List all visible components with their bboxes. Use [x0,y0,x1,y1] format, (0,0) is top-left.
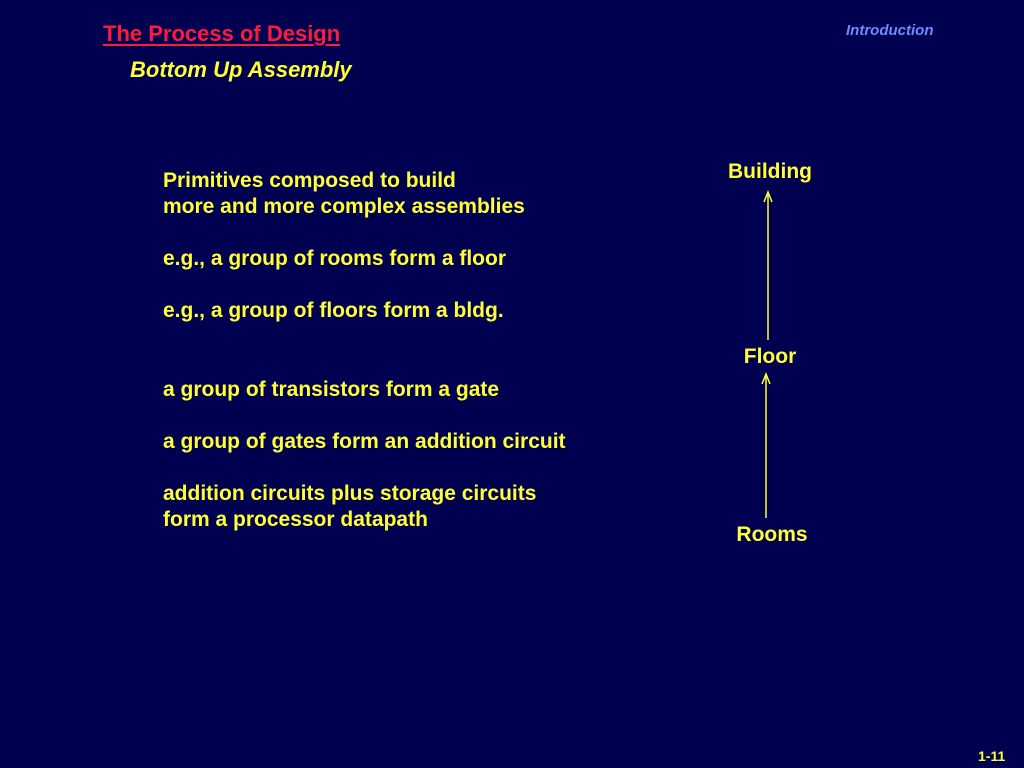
body-line: Primitives composed to build [163,169,456,192]
body-line: addition circuits plus storage circuits [163,482,537,505]
hierarchy-middle-label: Floor [743,345,797,368]
hierarchy-top-label: Building [728,160,812,183]
body-line: a group of transistors form a gate [163,378,500,401]
body-line: a group of gates form an addition circuit [163,430,566,453]
arrow-head-floor [762,374,770,384]
body-line: e.g., a group of floors form a bldg. [163,299,504,322]
section-label: Introduction [846,22,934,39]
body-line: more and more complex assemblies [163,195,525,218]
hierarchy-bottom-label: Rooms [736,523,808,546]
page-number: 1-11 [978,748,1006,764]
body-line: e.g., a group of rooms form a floor [163,247,507,270]
body-line: form a processor datapath [163,508,428,531]
slide-title: The Process of Design [103,21,341,46]
arrow-head-building [764,192,772,202]
slide-subtitle: Bottom Up Assembly [130,57,352,82]
